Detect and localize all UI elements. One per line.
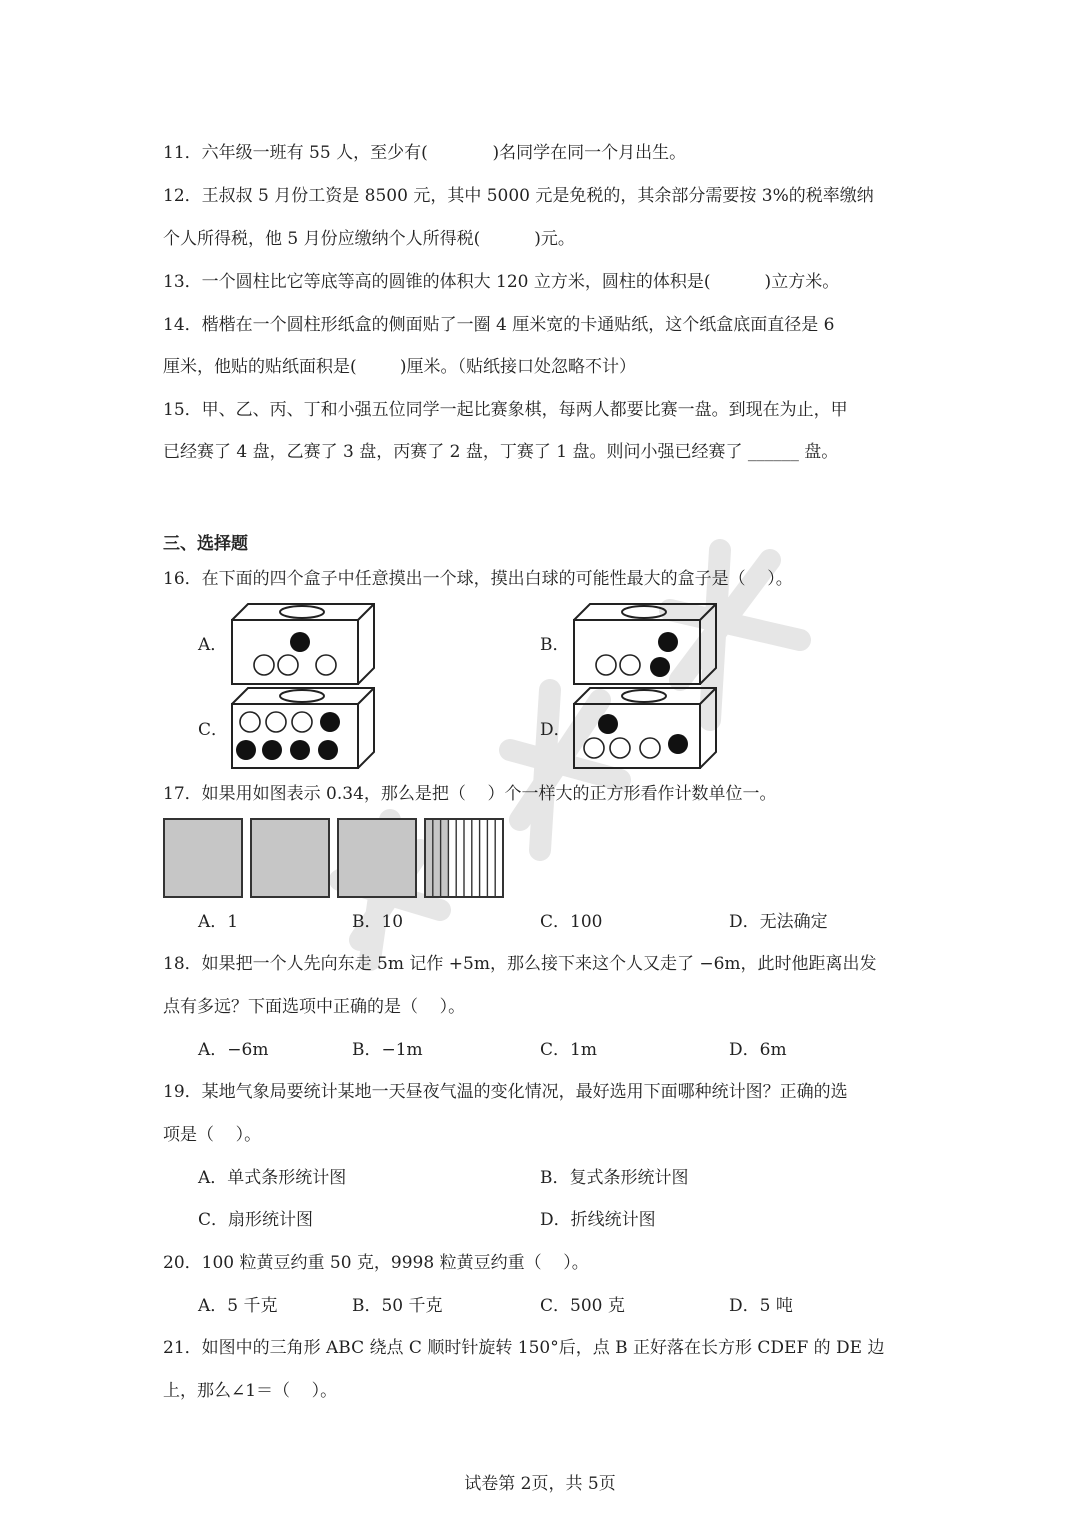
q20-option-a: A．5 千克 <box>198 1296 278 1316</box>
q20-option-b: B．50 千克 <box>352 1296 443 1316</box>
box-b-figure <box>572 602 720 688</box>
black-ball-icon <box>290 740 310 760</box>
white-ball-icon <box>292 712 312 732</box>
question-14-line1: 14．楷楷在一个圆柱形纸盒的侧面贴了一圈 4 厘米宽的卡通贴纸，这个纸盒底面直径是 6 <box>163 315 835 335</box>
q19-option-a: A．单式条形统计图 <box>198 1168 347 1188</box>
q16-option-d: D． <box>540 720 571 740</box>
white-ball-icon <box>240 712 260 732</box>
white-ball-icon <box>596 655 616 675</box>
question-15-line2: 已经赛了 4 盘，乙赛了 3 盘，丙赛了 2 盘，丁赛了 1 盘。则问小强已经赛了 ______ 盘。 <box>163 442 839 462</box>
q17-option-c: C．100 <box>540 912 603 932</box>
question-18-line2: 点有多远？下面选项中正确的是（ ）。 <box>163 997 466 1017</box>
question-13: 13．一个圆柱比它等底等高的圆锥的体积大 120 立方米，圆柱的体积是( )立方米。 <box>163 272 840 292</box>
question-19-line2: 项是（ ）。 <box>163 1125 262 1145</box>
black-ball-icon <box>320 712 340 732</box>
black-ball-icon <box>658 632 678 652</box>
q20-option-c: C．500 克 <box>540 1296 625 1316</box>
q18-option-b: B．−1m <box>352 1040 423 1060</box>
q17-option-a: A．1 <box>198 912 239 932</box>
full-square-3 <box>337 818 417 898</box>
black-ball-icon <box>290 632 310 652</box>
q18-option-c: C．1m <box>540 1040 597 1060</box>
partial-square-figure <box>424 818 504 898</box>
white-ball-icon <box>640 738 660 758</box>
full-square-1 <box>163 818 243 898</box>
black-ball-icon <box>318 740 338 760</box>
box-c-figure <box>230 686 378 772</box>
full-square-2 <box>250 818 330 898</box>
page-footer: 试卷第 2页，共 5页 <box>464 1474 616 1494</box>
q18-option-a: A．−6m <box>198 1040 269 1060</box>
question-12-line2: 个人所得税，他 5 月份应缴纳个人所得税( )元。 <box>163 229 575 249</box>
q19-option-d: D．折线统计图 <box>540 1210 656 1230</box>
white-ball-icon <box>254 655 274 675</box>
q18-option-d: D．6m <box>729 1040 787 1060</box>
black-ball-icon <box>668 734 688 754</box>
question-19-line1: 19．某地气象局要统计某地一天昼夜气温的变化情况，最好选用下面哪种统计图？正确的选 <box>163 1082 848 1102</box>
question-11: 11．六年级一班有 55 人，至少有( )名同学在同一个月出生。 <box>163 143 687 163</box>
q19-option-b: B．复式条形统计图 <box>540 1168 689 1188</box>
white-ball-icon <box>278 655 298 675</box>
section-heading: 三、选择题 <box>163 534 248 554</box>
q19-option-c: C．扇形统计图 <box>198 1210 314 1230</box>
q16-option-a: A． <box>198 635 228 655</box>
black-ball-icon <box>650 657 670 677</box>
black-ball-icon <box>598 714 618 734</box>
question-18-line1: 18．如果把一个人先向东走 5m 记作 +5m，那么接下来这个人又走了 −6m，此时他距离出发 <box>163 954 877 974</box>
q17-option-d: D．无法确定 <box>729 912 828 932</box>
question-16: 16．在下面的四个盒子中任意摸出一个球，摸出白球的可能性最大的盒子是（ ）。 <box>163 569 793 589</box>
question-21-line2: 上，那么∠1＝（ ）。 <box>163 1381 338 1401</box>
black-ball-icon <box>236 740 256 760</box>
box-d-figure <box>572 686 720 772</box>
white-ball-icon <box>316 655 336 675</box>
white-ball-icon <box>584 738 604 758</box>
question-17: 17．如果用如图表示 0.34，那么是把（ ）个一样大的正方形看作计数单位一。 <box>163 784 777 804</box>
question-21-line1: 21．如图中的三角形 ABC 绕点 C 顺时针旋转 150°后，点 B 正好落在长方形 CDEF 的 DE 边 <box>163 1338 885 1358</box>
white-ball-icon <box>610 738 630 758</box>
question-14-line2: 厘米，他贴的贴纸面积是( )厘米。（贴纸接口处忽略不计） <box>163 357 636 377</box>
question-12-line1: 12．王叔叔 5 月份工资是 8500 元，其中 5000 元是免税的，其余部分需要按 3%的税率缴纳 <box>163 186 874 206</box>
white-ball-icon <box>266 712 286 732</box>
q17-option-b: B．10 <box>352 912 404 932</box>
black-ball-icon <box>262 740 282 760</box>
question-15-line1: 15．甲、乙、丙、丁和小强五位同学一起比赛象棋，每两人都要比赛一盘。到现在为止，甲 <box>163 400 848 420</box>
q16-option-c: C． <box>198 720 229 740</box>
q20-option-d: D．5 吨 <box>729 1296 793 1316</box>
white-ball-icon <box>620 655 640 675</box>
box-a-figure <box>230 602 378 688</box>
q16-option-b: B． <box>540 635 570 655</box>
question-20: 20．100 粒黄豆约重 50 克，9998 粒黄豆约重（ ）。 <box>163 1253 589 1273</box>
